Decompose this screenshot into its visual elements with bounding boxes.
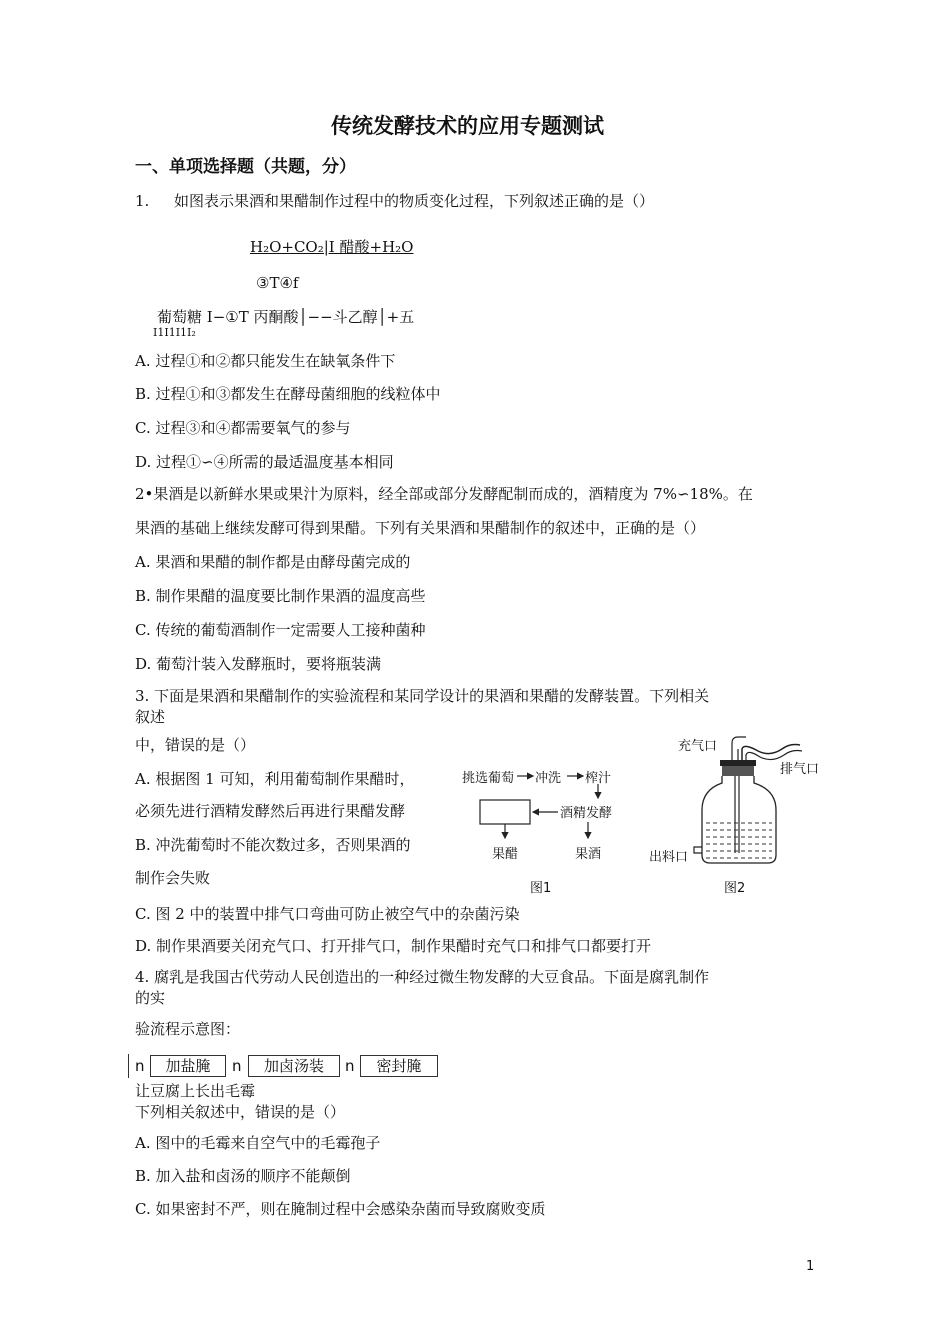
q1-diagram-line4: I1I1I1I₂ [153,326,196,339]
q3-stem-line3: 中，错误的是（） [135,736,256,754]
q1-stem: 如图表示果酒和果醋制作过程中的物质变化过程，下列叙述正确的是（） [174,192,655,210]
fig1-arrows [455,760,635,860]
q4-option-b: B. 加入盐和卤汤的顺序不能颠倒 [135,1167,351,1185]
q1-option-d: D. 过程①∽④所需的最适温度基本相同 [135,453,394,471]
q4-flow-sep-3: n [345,1057,355,1075]
q4-flow-box-salt: 加盐腌 [150,1055,226,1077]
q3-option-c: C. 图 2 中的装置中排气口弯曲可防止被空气中的杂菌污染 [135,905,520,923]
q3-stem-line1: 3. 下面是果酒和果醋制作的实验流程和某同学设计的果酒和果醋的发酵装置。下列相关 [135,687,710,705]
q4-stem-line3: 验流程示意图： [135,1020,241,1038]
q2-stem-line1: 2•果酒是以新鲜水果或果汁为原料，经全部或部分发酵配制而成的，酒精度为 7%∽18%。在 [135,485,753,503]
q4-stem-line2: 的实 [135,989,166,1007]
q2-option-b: B. 制作果醋的温度要比制作果酒的温度高些 [135,587,426,605]
q4-option-a: A. 图中的毛霉来自空气中的毛霉孢子 [135,1134,381,1152]
q1-option-b: B. 过程①和③都发生在酵母菌细胞的线粒体中 [135,385,441,403]
fig1-step-press: 榨汁 [585,771,612,786]
q2-stem-line2: 果酒的基础上继续发酵可得到果醋。下列有关果酒和果醋制作的叙述中，正确的是（） [135,519,706,537]
fig1-caption: 图1 [530,881,552,896]
q1-number: 1. [135,192,150,210]
fig1-step-rinse: 冲洗 [535,771,562,786]
fig2-label-discharge: 出料口 [649,850,689,865]
q4-flow-sep-1: n [135,1057,145,1075]
q4-question: 下列相关叙述中，错误的是（） [135,1103,346,1121]
section-heading: 一、单项选择题（共题，分） [135,157,356,177]
q4-flow-start: 让豆腐上长出毛霉 [135,1082,256,1100]
q3-stem-line2: 叙述 [135,708,166,726]
q4-flow-box-brine: 加卤汤装 [248,1055,340,1077]
q2-option-a: A. 果酒和果醋的制作都是由酵母菌完成的 [135,553,411,571]
q4-stem-line1: 4. 腐乳是我国古代劳动人民创造出的一种经过微生物发酵的大豆食品。下面是腐乳制作 [135,968,710,986]
q2-option-c: C. 传统的葡萄酒制作一定需要人工接种菌种 [135,621,426,639]
q4-flow-bar [128,1054,129,1078]
q3-option-d: D. 制作果酒要关闭充气口、打开排气口，制作果醋时充气口和排气口都要打开 [135,937,652,955]
q4-option-c: C. 如果密封不严，则在腌制过程中会感染杂菌而导致腐败变质 [135,1200,546,1218]
fig1-output-vinegar: 果醋 [492,847,519,862]
q1-diagram-line3: 葡萄糖 I−①T 丙酮酸│−−斗乙醇│+五 [157,308,415,326]
q4-flow-sep-2: n [232,1057,242,1075]
q1-diagram-line1: H₂O+CO₂|I 醋酸+H₂O [250,238,414,256]
fig2-caption: 图2 [724,881,746,896]
q3-option-a-line2: 必须先进行酒精发酵然后再进行果醋发酵 [135,802,406,820]
q3-option-a-line1: A. 根据图 1 可知，利用葡萄制作果醋时， [135,770,415,788]
fig1-step-alcohol-fermentation: 酒精发酵 [560,806,613,821]
q1-diagram-line2: ③T④f [256,274,299,292]
q2-option-d: D. 葡萄汁装入发酵瓶时，要将瓶装满 [135,655,382,673]
q3-option-b-line2: 制作会失败 [135,869,211,887]
page-title: 传统发酵技术的应用专题测试 [331,113,604,138]
q1-option-c: C. 过程③和④都需要氧气的参与 [135,419,351,437]
q4-flow-box-seal: 密封腌 [360,1055,438,1077]
fig1-output-wine: 果酒 [575,847,602,862]
fig1-step-select-grapes: 挑选葡萄 [462,771,515,786]
fig2-label-exhaust: 排气口 [780,762,820,777]
fig2-bottle-drawing [690,735,810,875]
q1-option-a: A. 过程①和②都只能发生在缺氧条件下 [135,352,396,370]
page-number: 1 [806,1259,815,1274]
q3-option-b-line1: B. 冲洗葡萄时不能次数过多，否则果酒的 [135,836,411,854]
fig2-label-air-inlet: 充气口 [678,739,718,754]
